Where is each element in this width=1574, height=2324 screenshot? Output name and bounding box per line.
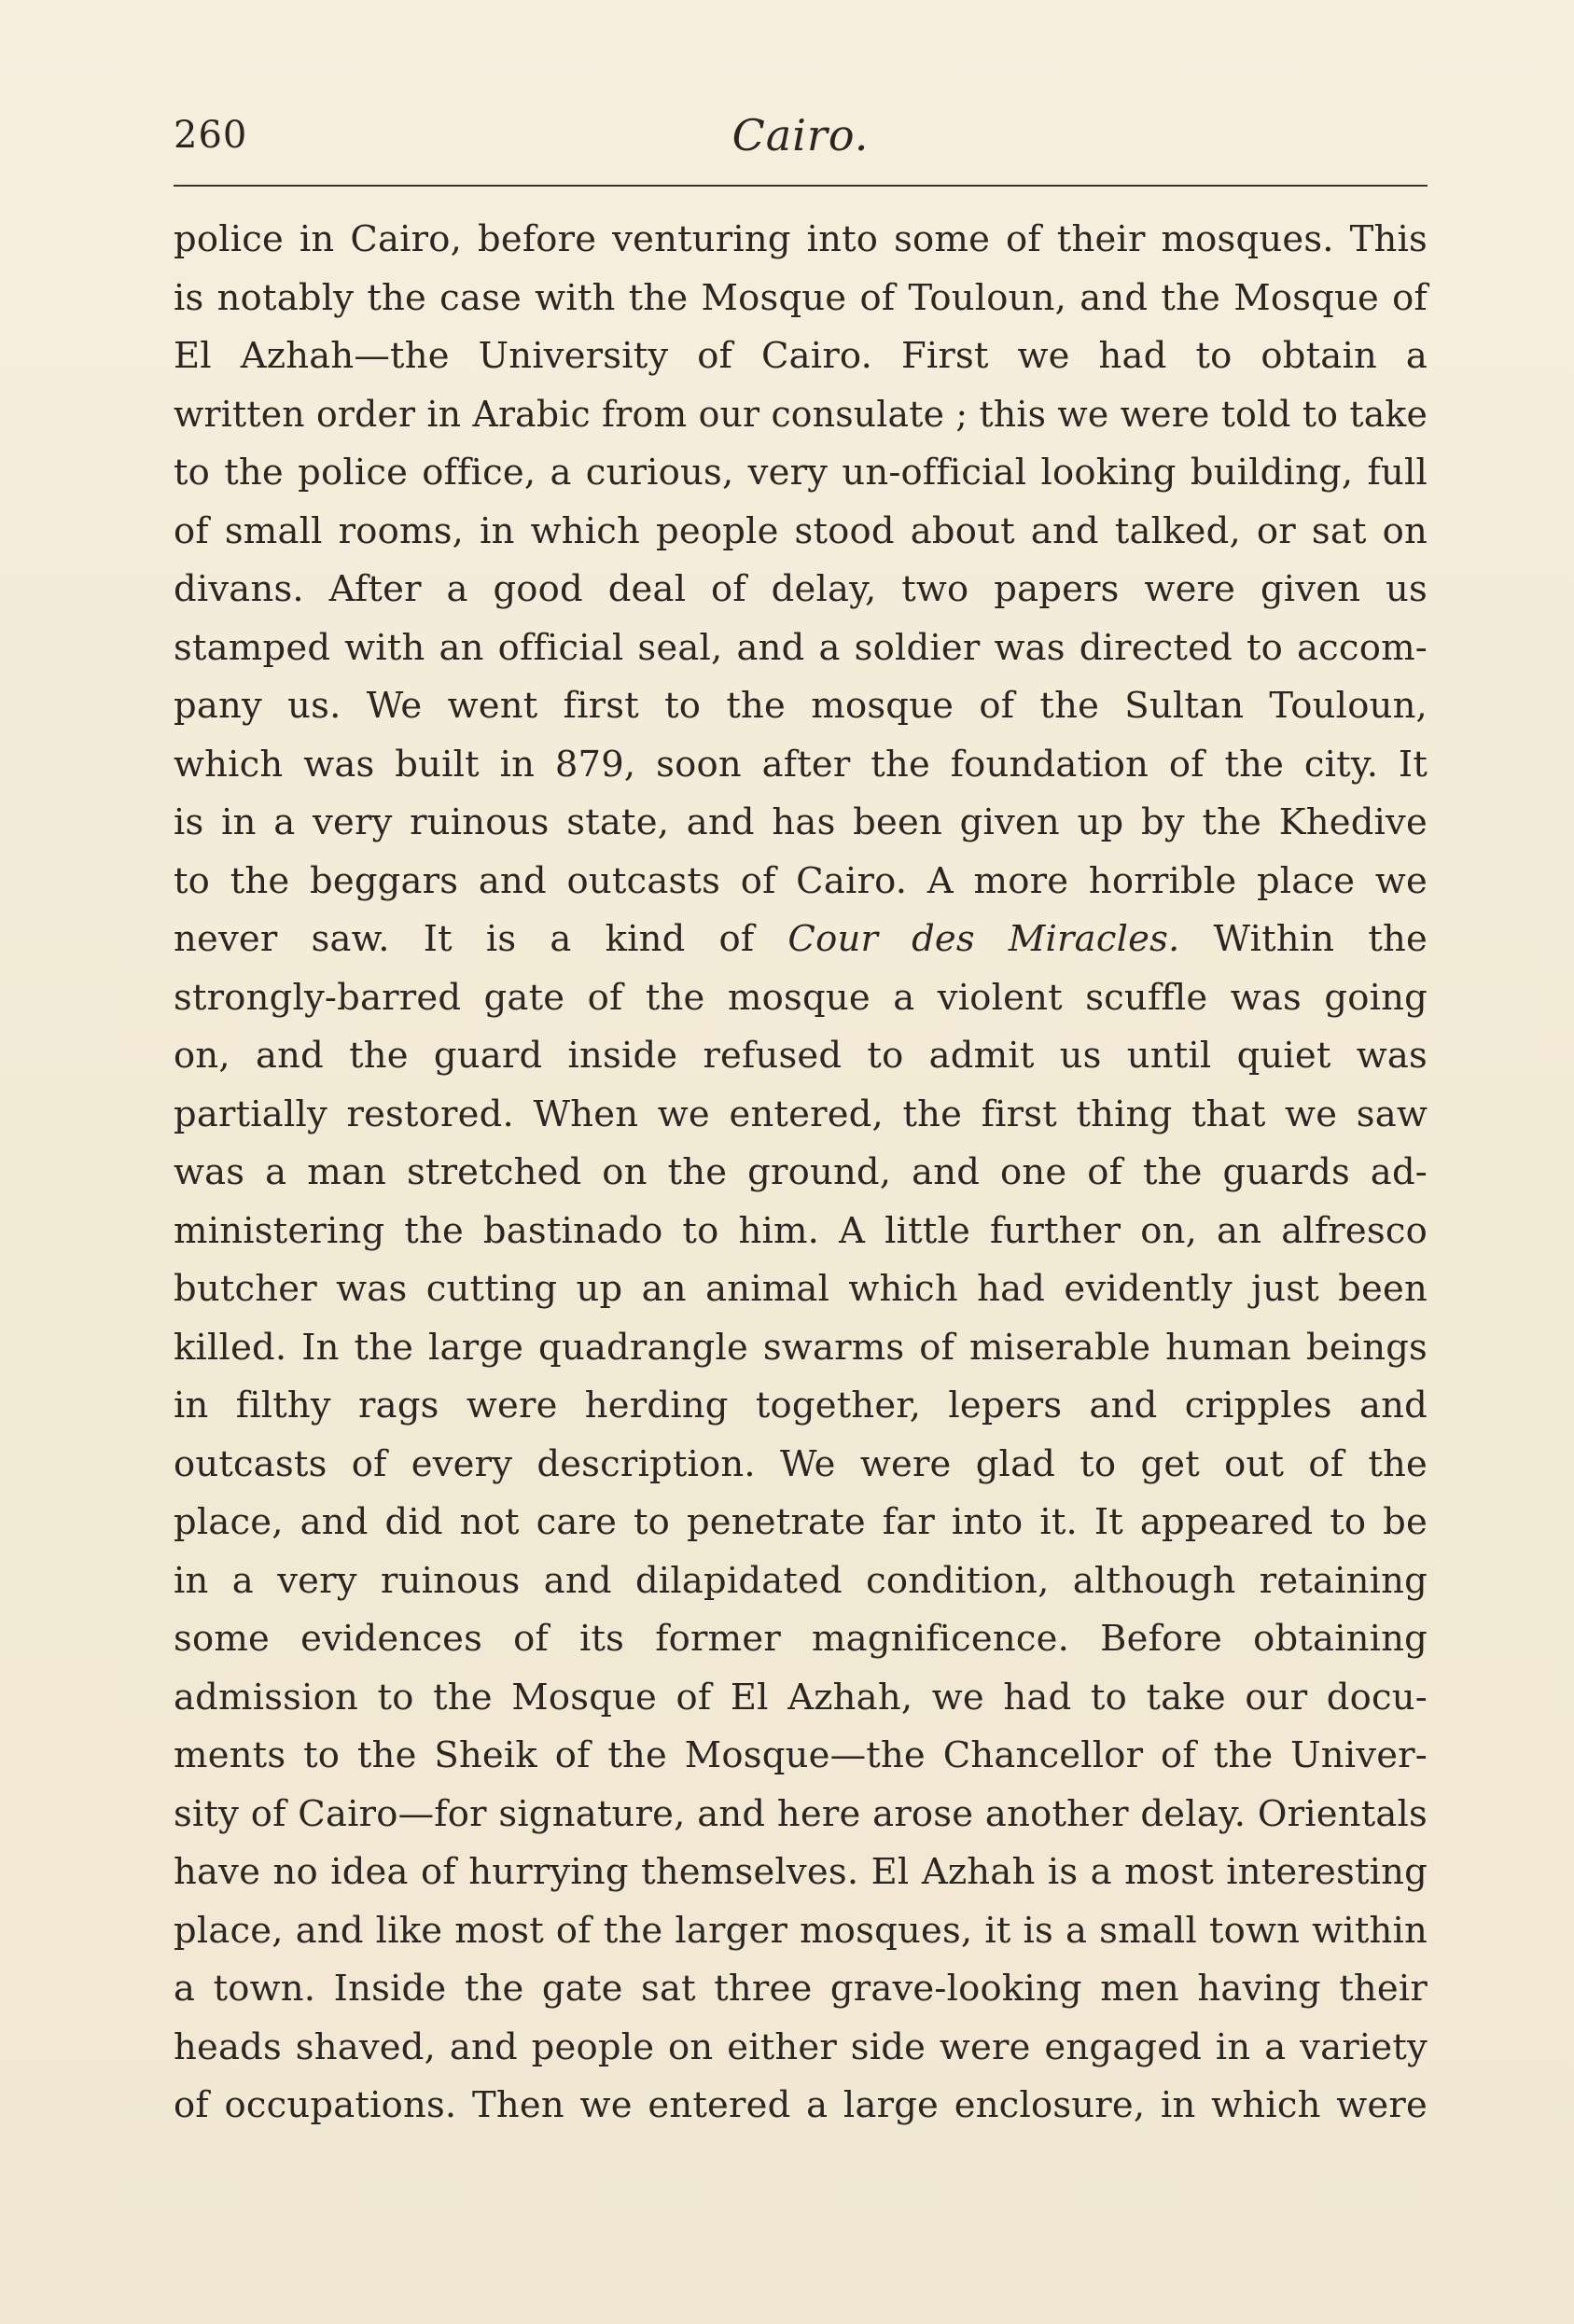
text-line: a town. Inside the gate sat three grave-looking men having their xyxy=(174,1968,1428,2010)
text-line: heads shaved, and people on either side were engaged in a variety xyxy=(174,2025,1428,2068)
text-line: on, and the guard inside refused to admit us until quiet was xyxy=(174,1035,1428,1077)
text-line: to the beggars and outcasts of Cairo. A more horrible place we xyxy=(174,859,1428,902)
text-line-with-italic xyxy=(174,911,1428,969)
text-line: admission to the Mosque of El Azhah, we had to take our docu- xyxy=(174,1676,1428,1719)
text-line: some evidences of its former magnificence. Before obtaining xyxy=(174,1618,1428,1660)
text-line: police in Cairo, before venturing into some of their mosques. This xyxy=(174,218,1428,260)
text-line: divans. After a good deal of delay, two papers were given us xyxy=(174,568,1428,610)
text-line: killed. In the large quadrangle swarms of miserable human beings xyxy=(174,1326,1428,1369)
body-text xyxy=(174,211,1428,2136)
line-text-before: never saw. It is a kind of xyxy=(174,918,788,960)
text-line: have no idea of hurrying themselves. El Azhah is a most interesting xyxy=(174,1851,1428,1893)
text-line: in a very ruinous and dilapidated condition, although retaining xyxy=(174,1559,1428,1602)
text-line: strongly-barred gate of the mosque a violent scuffle was going xyxy=(174,976,1428,1019)
text-line: outcasts of every description. We were glad to get out of the xyxy=(174,1442,1428,1485)
text-line: was a man stretched on the ground, and one of the guards ad- xyxy=(174,1151,1428,1193)
text-line: El Azhah—the University of Cairo. First we had to obtain a xyxy=(174,335,1428,377)
text-line: place, and did not care to penetrate far into it. It appeared to be xyxy=(174,1501,1428,1543)
text-line: butcher was cutting up an animal which had evidently just been xyxy=(174,1268,1428,1310)
text-line: to the police office, a curious, very un-official looking building, full xyxy=(174,452,1428,494)
italic-phrase: Cour des Miracles. xyxy=(787,918,1180,960)
text-line: in filthy rags were herding together, lepers and cripples and xyxy=(174,1385,1428,1426)
text-line: pany us. We went first to the mosque of the Sultan Touloun, xyxy=(174,685,1428,727)
text-line: is notably the case with the Mosque of Touloun, and the Mosque of xyxy=(174,276,1428,319)
text-line: of occupations. Then we entered a large enclosure, in which were xyxy=(174,2084,1428,2126)
text-line: place, and like most of the larger mosques, it is a small town within xyxy=(174,1909,1428,1952)
header-rule xyxy=(174,185,1428,187)
text-line: written order in Arabic from our consulate ; this we were told to take xyxy=(174,393,1428,436)
page-number: 260 xyxy=(174,114,248,157)
text-line: is in a very ruinous state, and has been given up by the Khedive xyxy=(174,801,1428,843)
text-line: which was built in 879, soon after the foundation of the city. It xyxy=(174,743,1428,786)
text-line: stamped with an official seal, and a soldier was directed to accom- xyxy=(174,626,1428,669)
text-line: ministering the bastinado to him. A little further on, an alfresco xyxy=(174,1209,1428,1252)
running-title: Cairo. xyxy=(731,110,870,160)
text-line: partially restored. When we entered, the first thing that we saw xyxy=(174,1092,1428,1135)
running-head xyxy=(174,103,1428,168)
text-line: sity of Cairo—for signature, and here arose another delay. Orientals xyxy=(174,1792,1428,1835)
text-line: ments to the Sheik of the Mosque—the Chancellor of the Univer- xyxy=(174,1734,1428,1776)
text-line: of small rooms, in which people stood about and talked, or sat on xyxy=(174,509,1428,552)
line-text-after: Within the xyxy=(1179,918,1428,960)
